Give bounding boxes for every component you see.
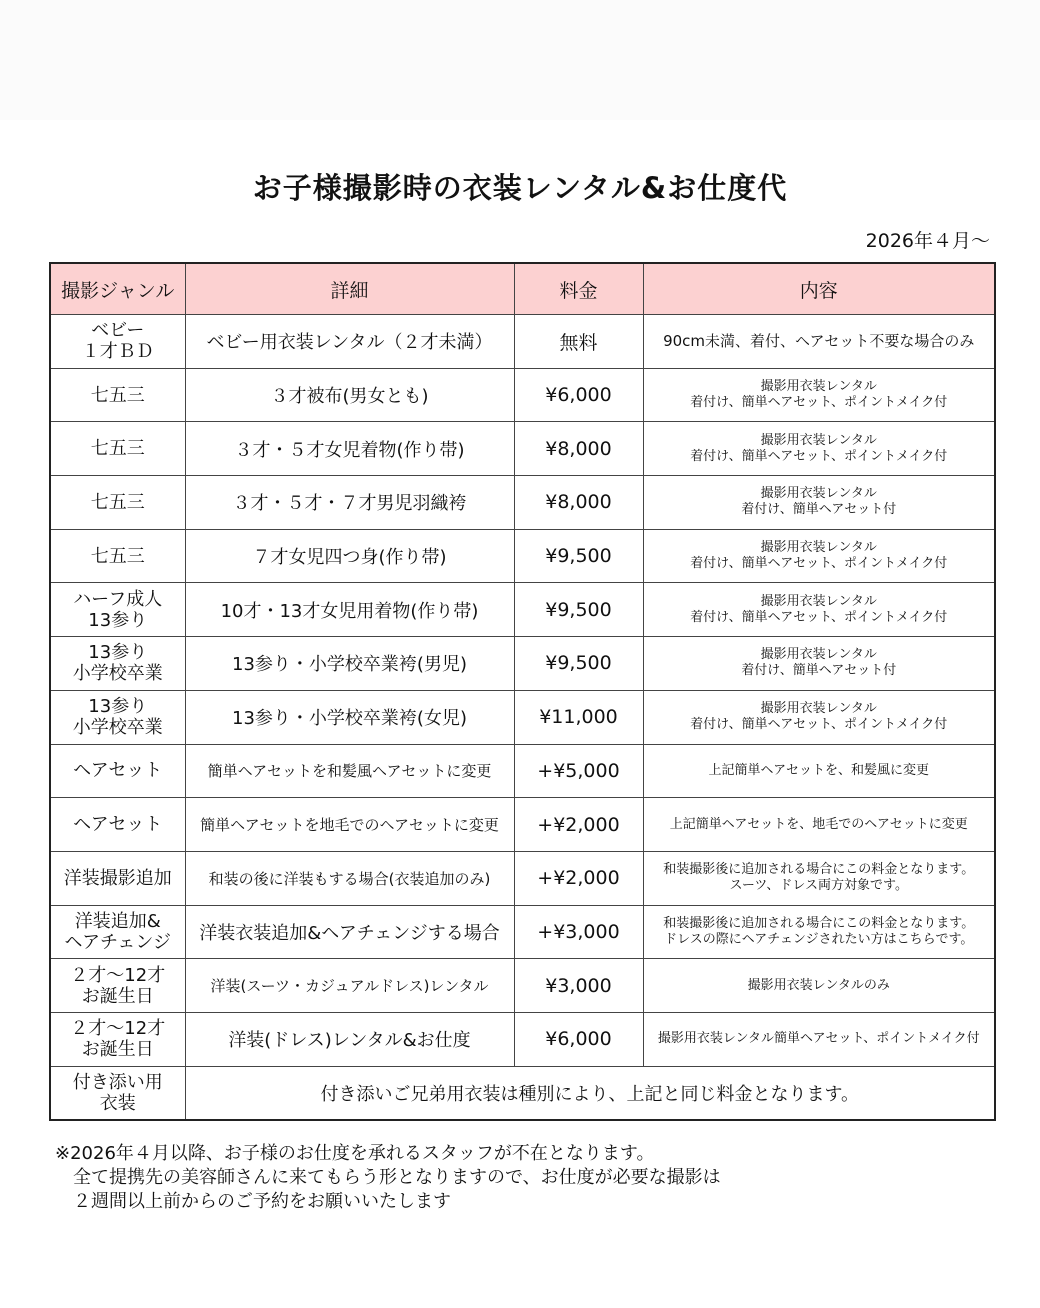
price-table [49,262,996,1121]
table-row-attendant [50,1066,995,1120]
genre-cell: ベビー １才ＢＤ [50,315,185,369]
detail-cell: 13参り・小学校卒業袴(男児) [185,637,514,691]
detail-cell: 簡単ヘアセットを和髪風ヘアセットに変更 [185,744,514,798]
table-header-row [50,263,995,315]
genre-cell: ハーフ成人 13参り [50,583,185,637]
genre-cell: 洋装撮影追加 [50,851,185,905]
table-row [50,529,995,583]
genre-cell: ２才〜12才 お誕生日 [50,1012,185,1066]
price-cell: ¥9,500 [514,529,643,583]
content-cell: 撮影用衣装レンタル 着付け、簡単ヘアセット、ポイントメイク付 [643,690,995,744]
table-row [50,422,995,476]
table-row [50,1012,995,1066]
footnote-line: ２週間以上前からのご予約をお願いいたします [55,1191,451,1212]
price-cell: 無料 [514,315,643,369]
detail-cell: 洋装(スーツ・カジュアルドレス)レンタル [185,959,514,1013]
table-row [50,583,995,637]
price-cell: ¥6,000 [514,368,643,422]
header-genre: 撮影ジャンル [50,263,185,315]
content-cell: 撮影用衣装レンタル簡単ヘアセット、ポイントメイク付 [643,1012,995,1066]
genre-cell: ヘアセット [50,744,185,798]
attendant-note: 付き添いご兄弟用衣装は種別により、上記と同じ料金となります。 [185,1066,995,1120]
content-cell: 撮影用衣装レンタルのみ [643,959,995,1013]
genre-cell: ヘアセット [50,798,185,852]
detail-cell: ３才・５才・７才男児羽織袴 [185,476,514,530]
detail-cell: 洋装衣装追加&ヘアチェンジする場合 [185,905,514,959]
price-cell: +¥2,000 [514,851,643,905]
content-cell: 撮影用衣装レンタル 着付け、簡単ヘアセット付 [643,476,995,530]
price-cell: ¥9,500 [514,637,643,691]
page-title: お子様撮影時の衣装レンタル&お仕度代 [252,171,788,205]
genre-cell: 七五三 [50,529,185,583]
table-row [50,851,995,905]
genre-cell: ２才〜12才 お誕生日 [50,959,185,1013]
price-cell: ¥11,000 [514,690,643,744]
content-cell: 上記簡単ヘアセットを、地毛でのヘアセットに変更 [643,798,995,852]
detail-cell: ベビー用衣装レンタル（２才未満） [185,315,514,369]
price-cell: ¥6,000 [514,1012,643,1066]
footnote-line: 全て提携先の美容師さんに来てもらう形となりますので、お仕度が必要な撮影は [55,1167,721,1188]
content-cell: 和装撮影後に追加される場合にこの料金となります。 スーツ、ドレス両方対象です。 [643,851,995,905]
content-cell: 撮影用衣装レンタル 着付け、簡単ヘアセット付 [643,637,995,691]
detail-cell: ７才女児四つ身(作り帯) [185,529,514,583]
genre-cell: 洋装追加& ヘアチェンジ [50,905,185,959]
price-cell: ¥3,000 [514,959,643,1013]
table-row [50,959,995,1013]
detail-cell: 13参り・小学校卒業袴(女児) [185,690,514,744]
detail-cell: ３才・５才女児着物(作り帯) [185,422,514,476]
content-cell: 和装撮影後に追加される場合にこの料金となります。 ドレスの際にヘアチェンジされたい方はこちらです。 [643,905,995,959]
top-band [0,0,1040,120]
price-cell: ¥9,500 [514,583,643,637]
header-price: 料金 [514,263,643,315]
genre-cell: 七五三 [50,368,185,422]
genre-cell: 付き添い用 衣装 [50,1066,185,1120]
content-cell: 90cm未満、着付、ヘアセット不要な場合のみ [643,315,995,369]
genre-cell: 七五三 [50,476,185,530]
footnote [55,1142,721,1214]
detail-cell: 簡単ヘアセットを地毛でのヘアセットに変更 [185,798,514,852]
price-cell: ¥8,000 [514,422,643,476]
content-cell: 撮影用衣装レンタル 着付け、簡単ヘアセット、ポイントメイク付 [643,368,995,422]
table-row [50,368,995,422]
header-detail: 詳細 [185,263,514,315]
detail-cell: 洋装(ドレス)レンタル&お仕度 [185,1012,514,1066]
table-row [50,744,995,798]
table-row [50,798,995,852]
content-cell: 撮影用衣装レンタル 着付け、簡単ヘアセット、ポイントメイク付 [643,529,995,583]
genre-cell: 13参り 小学校卒業 [50,690,185,744]
genre-cell: 七五三 [50,422,185,476]
detail-cell: 10才・13才女児用着物(作り帯) [185,583,514,637]
content-cell: 撮影用衣装レンタル 着付け、簡単ヘアセット、ポイントメイク付 [643,583,995,637]
price-cell: +¥3,000 [514,905,643,959]
table-row [50,690,995,744]
table-row [50,637,995,691]
detail-cell: 和装の後に洋装もする場合(衣装追加のみ) [185,851,514,905]
effective-date: 2026年４月〜 [865,230,990,252]
table-row [50,905,995,959]
header-content: 内容 [643,263,995,315]
content-cell: 撮影用衣装レンタル 着付け、簡単ヘアセット、ポイントメイク付 [643,422,995,476]
price-cell: ¥8,000 [514,476,643,530]
detail-cell: ３才被布(男女とも) [185,368,514,422]
price-cell: +¥5,000 [514,744,643,798]
price-cell: +¥2,000 [514,798,643,852]
genre-cell: 13参り 小学校卒業 [50,637,185,691]
table-row [50,476,995,530]
footnote-line: ※2026年４月以降、お子様のお仕度を承れるスタッフが不在となります。 [55,1143,655,1164]
table-row [50,315,995,369]
content-cell: 上記簡単ヘアセットを、和髪風に変更 [643,744,995,798]
